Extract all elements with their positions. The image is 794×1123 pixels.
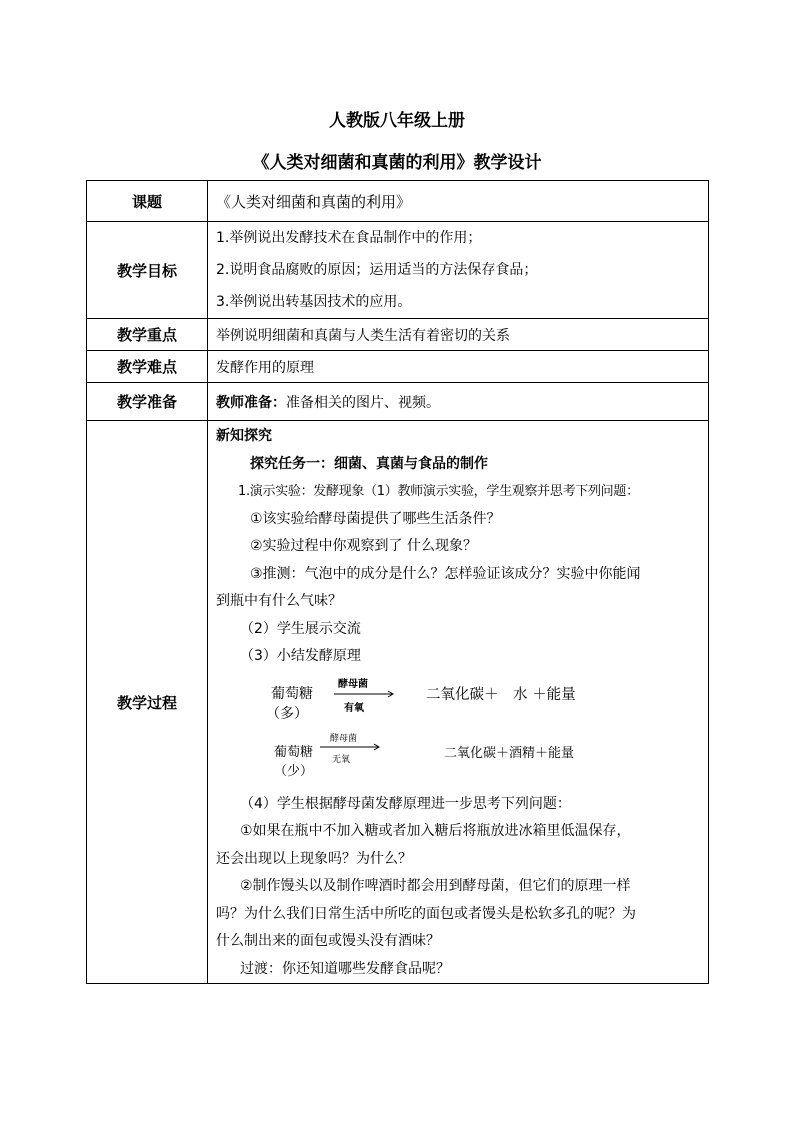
topic-label: 课题 [87, 181, 208, 222]
process-heading: 新知探究 [216, 428, 272, 444]
process-line: ③推测：气泡中的成分是什么？怎样验证该成分？实验中你能闻 [250, 565, 641, 582]
document-subtitle: 《人类对细菌和真菌的利用》教学设计 [252, 153, 542, 173]
difficulty-label: 教学难点 [87, 351, 208, 383]
equation-products: 二氧化碳＋ 水 ＋能量 [426, 686, 576, 703]
process-line: 吗？为什么我们日常生活中所吃的面包或者馒头是松软多孔的呢？为 [216, 905, 636, 922]
process-line: ②制作馒头以及制作啤酒时都会用到酵母菌，但它们的原理一样 [240, 878, 631, 894]
process-label: 教学过程 [87, 421, 208, 984]
equation-condition: 无氧 [332, 754, 351, 765]
equation-catalyst: 酵母菌 [338, 678, 368, 690]
lesson-plan-table [86, 180, 709, 984]
goal-item: 3.举例说出转基因技术的应用。 [216, 294, 412, 310]
equation-condition: 有氧 [344, 702, 364, 714]
preparation-value [208, 383, 709, 421]
difficulty-value: 发酵作用的原理 [208, 351, 709, 383]
goals-label: 教学目标 [87, 222, 208, 319]
goals-list [208, 222, 709, 319]
process-line: ①如果在瓶中不加入糖或者加入糖后将瓶放进冰箱里低温保存， [240, 823, 631, 839]
process-line: （4）学生根据酵母菌发酵原理进一步思考下列问题： [240, 795, 571, 812]
preparation-text: 准备相关的图片、视频。 [286, 394, 440, 411]
preparation-label: 教学准备 [87, 383, 208, 421]
topic-value: 《人类对细菌和真菌的利用》 [208, 181, 709, 222]
process-line: 到瓶中有什么气味？ [216, 593, 342, 609]
preparation-bold: 教师准备： [216, 394, 286, 411]
equation-reactant-note: （多） [266, 705, 308, 722]
process-line: ②实验过程中你观察到了 什么现象？ [250, 538, 478, 554]
process-line: （3）小结发酵原理 [240, 648, 361, 664]
equation-arrow-icon [334, 690, 396, 698]
process-line: ①该实验给酵母菌提供了哪些生活条件？ [250, 510, 501, 527]
process-task: 探究任务一：细菌、真菌与食品的制作 [250, 455, 488, 472]
process-content [208, 421, 709, 984]
equation-catalyst: 酵母菌 [330, 733, 358, 744]
equation-anaerobic [216, 729, 708, 791]
document-title: 人教版八年级上册 [329, 111, 465, 131]
goal-item: 1.举例说出发酵技术在食品制作中的作用； [216, 230, 482, 246]
equation-reactant: 葡萄糖 [274, 744, 314, 760]
equation-products: 二氧化碳＋酒精＋能量 [444, 745, 575, 761]
process-line: 还会出现以上现象吗？为什么？ [216, 850, 412, 867]
equation-reactant-note: （少） [274, 763, 314, 779]
equation-reactant: 葡萄糖 [271, 685, 313, 702]
key-point-label: 教学重点 [87, 319, 208, 351]
process-line: 过渡：你还知道哪些发酵食品呢？ [240, 960, 450, 977]
key-point-value: 举例说明细菌和真菌与人类生活有着密切的关系 [208, 319, 709, 351]
process-line: （2）学生展示交流 [240, 620, 361, 637]
process-line: 1.演示实验：发酵现象（1）教师演示实验，学生观察并思考下列问题： [238, 484, 639, 499]
equation-arrow-icon [320, 743, 382, 751]
process-line: 什么制出来的面包或馒头没有酒味？ [216, 933, 440, 949]
goal-item: 2.说明食品腐败的原因；运用适当的方法保存食品； [216, 262, 538, 278]
equation-aerobic [216, 671, 708, 729]
